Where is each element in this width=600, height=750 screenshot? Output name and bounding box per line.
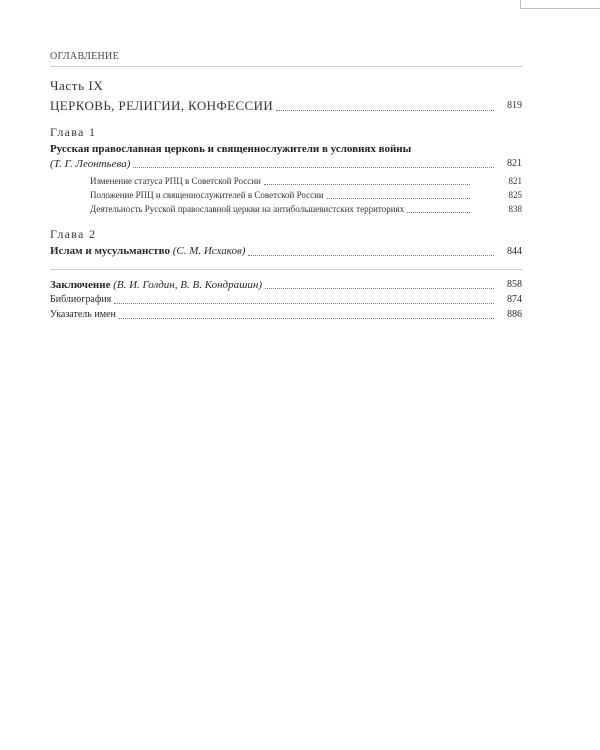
- toc-entry-chapter-2[interactable]: [50, 244, 522, 259]
- chapter-label: Глава 1: [50, 125, 97, 139]
- chapter-label: Глава 2: [50, 227, 97, 241]
- toc-entry-conclusion[interactable]: [50, 278, 522, 292]
- section-divider: [50, 269, 522, 270]
- bibliography-title: Библиография: [50, 294, 112, 305]
- page-number: 825: [508, 190, 522, 200]
- toc-subsection[interactable]: [90, 203, 522, 216]
- back-matter: [50, 278, 522, 322]
- dot-leader: [119, 318, 494, 319]
- dot-leader: [276, 110, 494, 111]
- dot-leader: [114, 303, 494, 304]
- chapter-title: Ислам и мусульманство: [50, 245, 170, 257]
- dot-leader: [407, 212, 470, 213]
- subsection-title: Деятельность Русской православной церкви на антибольшевистских территориях: [90, 204, 405, 214]
- toc-entry-part[interactable]: [50, 97, 522, 114]
- page-number: 886: [507, 309, 522, 320]
- subsection-title: Положение РПЦ и священнослужителей в Советской России: [90, 190, 324, 200]
- conclusion-title-line: [50, 278, 262, 292]
- part-label: Часть IX: [50, 78, 104, 93]
- page-number: 821: [507, 158, 522, 169]
- toc-page: [50, 50, 522, 323]
- page-number: 844: [507, 246, 522, 257]
- dot-leader: [264, 184, 470, 185]
- dot-leader: [248, 255, 494, 256]
- part-title: ЦЕРКОВЬ, РЕЛИГИИ, КОНФЕССИИ: [50, 98, 274, 113]
- chapter-title-line: [50, 244, 245, 259]
- toc-entry-name-index[interactable]: [50, 308, 522, 322]
- subsection-list: [50, 175, 522, 216]
- page-corner-mark: [520, 0, 600, 9]
- toc-subsection[interactable]: [90, 175, 522, 188]
- chapter-author: (С. М. Исхаков): [172, 245, 246, 257]
- chapter-title[interactable]: Русская православная церковь и священнослужители в условиях войны: [50, 143, 412, 155]
- page-number: 858: [507, 279, 522, 290]
- toc-subsection[interactable]: [90, 189, 522, 202]
- dot-leader: [327, 198, 470, 199]
- toc-entry-bibliography[interactable]: [50, 293, 522, 307]
- chapter-author: (Т. Г. Леонтьева): [50, 158, 131, 170]
- dot-leader: [265, 288, 494, 289]
- subsection-title: Изменение статуса РПЦ в Советской России: [90, 176, 261, 186]
- page-number: 874: [507, 294, 522, 305]
- running-head: ОГЛАВЛЕНИЕ: [50, 50, 522, 67]
- dot-leader: [133, 167, 494, 168]
- page-number: 821: [508, 176, 522, 186]
- page-number: 838: [508, 204, 522, 214]
- conclusion-title: Заключение: [50, 279, 111, 291]
- conclusion-authors: (В. И. Голдин, В. В. Кондрашин): [113, 279, 263, 291]
- toc-entry-chapter-1[interactable]: [50, 157, 522, 171]
- page-number: 819: [507, 100, 522, 111]
- name-index-title: Указатель имен: [50, 309, 116, 320]
